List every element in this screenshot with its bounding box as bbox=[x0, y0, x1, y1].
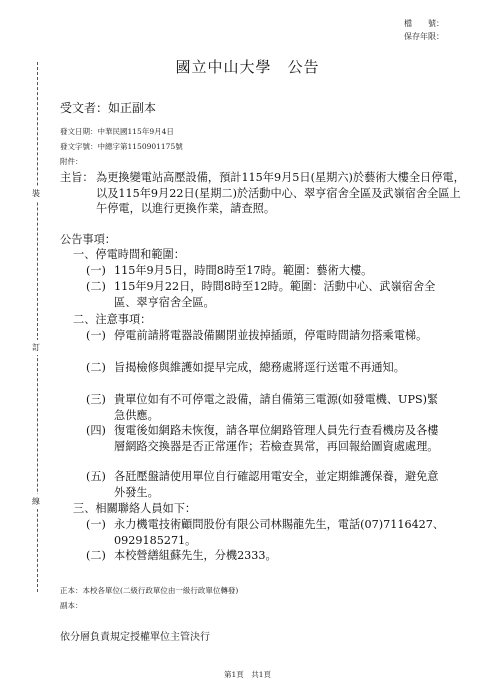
item-text: 停電前請將電器設備關閉並拔掉插頭，停電時間請勿搭乘電梯。 bbox=[114, 329, 428, 342]
notice-heading: 公告事項： bbox=[60, 233, 116, 246]
list-item bbox=[86, 392, 447, 423]
recipient: 受文者：如正副本 bbox=[60, 101, 157, 115]
list-item bbox=[86, 360, 447, 376]
binding-char-zhuang: 裝 bbox=[32, 186, 40, 201]
item-text: 永力機電技術顧問股份有限公司林賜龍先生，電話(07)7116427、0929185271。 bbox=[114, 518, 445, 547]
primary-recipients: 正本：本校各單位(二級行政單位由一級行政單位轉發) bbox=[60, 586, 239, 595]
item-text: 本校營繕組蘇先生，分機2333。 bbox=[114, 549, 277, 562]
page-number: 第1頁 共1頁 bbox=[223, 670, 272, 679]
item-number: (一) bbox=[86, 329, 106, 342]
list-item bbox=[86, 423, 447, 454]
list-item bbox=[86, 517, 447, 548]
item-number: (二) bbox=[86, 361, 106, 374]
authority-statement: 依分層負責規定授權單位主管決行 bbox=[60, 632, 210, 643]
list-item bbox=[86, 279, 447, 310]
subject-text: 為更換變電站高壓設備，預計115年9月5日(星期六)於藝術大樓全日停電，以及115年9月22日(星期二)於活動中心、翠亨宿舍全區及武嶺宿舍全區上午停電，以進行更換作業，請查照。 bbox=[96, 171, 465, 215]
secondary-recipients: 副本： bbox=[60, 601, 83, 610]
section-heading-time-scope: 一、停電時間和範圍： bbox=[73, 248, 185, 261]
item-text: 各瓩壓盤請使用單位自行確認用電安全，並定期維護保養，避免意外發生。 bbox=[114, 470, 439, 499]
item-number: (一) bbox=[86, 264, 106, 277]
file-number-label: 檔 號： bbox=[404, 19, 444, 28]
item-number: (三) bbox=[86, 393, 106, 406]
item-text: 115年9月5日，時間8時至17時。範圍：藝術大樓。 bbox=[114, 264, 373, 277]
item-text: 貴單位如有不可停電之設備，請自備第三電源(如發電機、UPS)緊急供應。 bbox=[114, 393, 439, 422]
binding-char-xian: 線 bbox=[32, 494, 40, 509]
list-item bbox=[86, 328, 447, 344]
list-item bbox=[86, 469, 447, 500]
item-text: 旨揭檢修與維護如提早完成，總務處將逕行送電不再通知。 bbox=[114, 361, 405, 374]
retention-period-label: 保存年限： bbox=[404, 32, 444, 41]
list-item bbox=[86, 548, 447, 564]
binding-char-ding: 訂 bbox=[32, 340, 40, 355]
binding-line bbox=[37, 62, 38, 592]
page-title: 國立中山大學 公告 bbox=[175, 58, 320, 76]
issue-date: 發文日期：中華民國115年9月4日 bbox=[60, 127, 174, 136]
item-number: (二) bbox=[86, 549, 106, 562]
item-number: (四) bbox=[86, 424, 106, 437]
item-number: (二) bbox=[86, 280, 106, 293]
section-heading-notes: 二、注意事項： bbox=[73, 313, 152, 326]
subject-label: 主旨： bbox=[60, 171, 94, 184]
item-number: (一) bbox=[86, 518, 106, 531]
item-text: 115年9月22日，時間8時至12時。範圍：活動中心、武嶺宿舍全區、翠亨宿舍全區。 bbox=[114, 280, 436, 309]
attachment-label: 附件： bbox=[60, 157, 83, 166]
item-number: (五) bbox=[86, 470, 106, 483]
item-text: 復電後如網路未恢復，請各單位網路管理人員先行查看機房及各樓層網路交換器是否正常運作；若檢查異常，再回報給圖資處處理。 bbox=[114, 424, 439, 453]
subject-block bbox=[60, 170, 466, 217]
list-item bbox=[86, 263, 447, 279]
document-number: 發文字號：中總字第1150901175號 bbox=[60, 142, 183, 151]
section-heading-contacts: 三、相關聯絡人員如下： bbox=[73, 502, 197, 515]
